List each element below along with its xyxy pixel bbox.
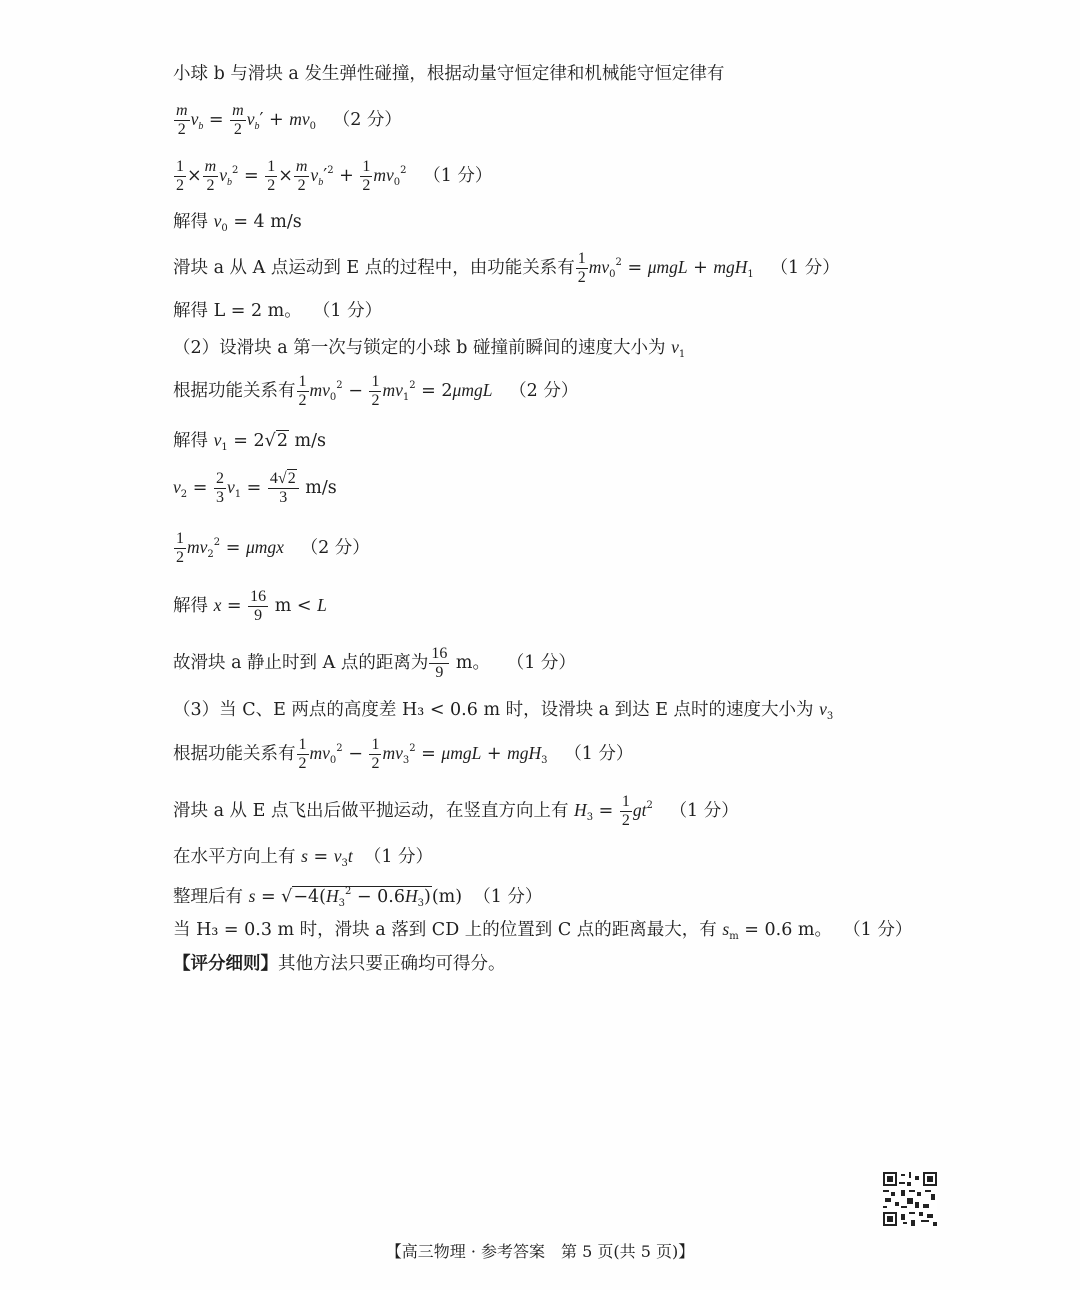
line-7: （2）设滑块 a 第一次与锁定的小球 b 碰撞前瞬间的速度大小为 $v_1$ [173, 337, 686, 360]
eq-energy: $\frac{1}{2}$ × $\frac{m}{2}$ $v_b^2$ = $\frac{1}{2}$ × $\frac{m}{2}$ $v_b'^2$ + $\frac{1}{2}$ $mv_0^2$ （1 分） [176, 158, 493, 194]
frac-1-2c: $\frac{1}{2}$ [362, 158, 371, 194]
line-4: 解得 $v_0 = 4$ m/s [173, 211, 302, 234]
score-16: （1 分） [669, 800, 739, 821]
line-19: 当 H₃ = 0.3 m 时，滑块 a 落到 CD 上的位置到 C 点的距离最大，有 $s_m = 0.6$ m。 （1 分） [173, 919, 913, 942]
scoring-note [173, 956, 506, 974]
line-16-text: 滑块 a 从 E 点飞出后做平抛运动，在竖直方向上有 [173, 800, 569, 821]
line-19-val: = 0.6 m。 [744, 920, 832, 940]
line-9: 解得 $v_1 = 2√2$ m/s [173, 430, 327, 453]
line-12-text: 解得 [173, 595, 208, 616]
line-14-text: （3）当 C、E 两点的高度差 H₃ < 0.6 m 时，设滑块 a 到达 E 点时的速度大小为 [173, 700, 814, 720]
score-18: （1 分） [473, 887, 543, 907]
frac-1-2h: $\frac{1}{2}$ [298, 736, 307, 772]
frac-m-2: $\frac{m}{2}$ [176, 102, 188, 138]
frac-1-2d: $\frac{1}{2}$ [577, 250, 586, 286]
line-7-text: （2）设滑块 a 第一次与锁定的小球 b 碰撞前瞬间的速度大小为 [173, 338, 666, 358]
line-4-val: = 4 m/s [233, 212, 302, 232]
score-13: （1 分） [506, 652, 576, 673]
frac-1-2i: $\frac{1}{2}$ [371, 736, 380, 772]
eq-momentum: $\frac{m}{2}$ $v_b$ = $\frac{m}{2}$ $v_b' + mv_0$ （2 分） [176, 102, 402, 138]
line-1 [173, 66, 724, 84]
scoring-note-text: 其他方法只要正确均可得分。 [278, 954, 506, 974]
line-11: $\frac{1}{2}$ $mv_2^2 = \mu mgx$ （2 分） [176, 530, 370, 566]
line-1-text: 小球 b 与滑块 a 发生弹性碰撞，根据动量守恒定律和机械能守恒定律有 [173, 64, 725, 84]
line-16: 滑块 a 从 E 点飞出后做平抛运动，在竖直方向上有 $H_3$ = $\frac{1}{2}$ $gt^2$ （1 分） [173, 793, 739, 829]
frac-m-2b: $\frac{m}{2}$ [232, 102, 244, 138]
line-18-text: 整理后有 [173, 887, 243, 907]
frac-1-2j: $\frac{1}{2}$ [621, 793, 630, 829]
frac-1-2e: $\frac{1}{2}$ [298, 373, 307, 409]
qr-code-icon [883, 1172, 937, 1226]
score-6: （1 分） [312, 301, 383, 321]
line-13-text: 故滑块 a 静止时到 A 点的距离为 [173, 652, 429, 673]
frac-16-9: $\frac{16}{9}$ [250, 588, 267, 624]
line-14: （3）当 C、E 两点的高度差 H₃ < 0.6 m 时，设滑块 a 到达 E 点时的速度大小为 $v_3$ [173, 699, 834, 722]
frac-1-2f: $\frac{1}{2}$ [371, 373, 380, 409]
frac-1-2g: $\frac{1}{2}$ [176, 530, 184, 566]
frac-1-2b: $\frac{1}{2}$ [267, 158, 276, 194]
line-13 [173, 645, 576, 682]
line-8-text: 根据功能关系有 [173, 380, 296, 401]
line-18: 整理后有 $s = √-4(H_3^2 - 0.6H_3)(m)$ （1 分） [173, 886, 543, 909]
score-5: （1 分） [770, 257, 840, 278]
frac-2-3: $\frac{2}{3}$ [215, 470, 224, 506]
score-11: （2 分） [300, 537, 370, 558]
frac-1-2: $\frac{1}{2}$ [176, 158, 184, 194]
line-4-text: 解得 [173, 212, 208, 232]
score-17: （1 分） [363, 847, 434, 867]
line-5-text: 滑块 a 从 A 点运动到 E 点的过程中，由功能关系有 [173, 257, 575, 278]
score-3: （1 分） [423, 165, 493, 186]
footer-page-info: 【高三物理 · 参考答案 第 5 页(共 5 页)】 [385, 1242, 695, 1261]
line-17-text: 在水平方向上有 [173, 847, 296, 867]
line-19-text: 当 H₃ = 0.3 m 时，滑块 a 落到 CD 上的位置到 C 点的距离最大，有 [173, 920, 717, 940]
line-5: 滑块 a 从 A 点运动到 E 点的过程中，由功能关系有 $\frac{1}{2}$ $mv_0^2 = \mu mgL + mgH_1$ （1 分） [173, 250, 840, 286]
score-2: （2 分） [332, 109, 402, 130]
frac-16-9b: $\frac{16}{9}$ [431, 645, 448, 681]
line-12: 解得 x = $\frac{16}{9}$ m < L [173, 588, 327, 624]
line-8: 根据功能关系有 $\frac{1}{2}$ $mv_0^2$ − $\frac{1}{2}$ $mv_1^2 = 2\mu mgL$ （2 分） [173, 373, 579, 409]
score-8: （2 分） [509, 380, 579, 401]
line-6 [173, 303, 382, 321]
line-9-text: 解得 [173, 431, 208, 451]
frac-4sqrt2-3: $\frac{4√2}{3}$ [268, 470, 299, 507]
frac-m-2d: $\frac{m}{2}$ [295, 158, 308, 194]
score-15: （1 分） [564, 743, 634, 764]
line-17: 在水平方向上有 $s = v_3t$ （1 分） [173, 846, 434, 869]
line-10: $v_2$ = $\frac{2}{3}$ $v_1$ = $\frac{4√2}{3}$ m/s [173, 470, 337, 506]
line-15-text: 根据功能关系有 [173, 743, 296, 764]
scoring-note-title: 【评分细则】 [173, 954, 278, 974]
frac-m-2c: $\frac{m}{2}$ [204, 158, 217, 194]
line-13-unit: m。 [455, 652, 491, 673]
line-6-text: 解得 L = 2 m。 [173, 301, 302, 321]
line-15: 根据功能关系有 $\frac{1}{2}$ $mv_0^2$ − $\frac{1}{2}$ $mv_3^2 = \mu mgL + mgH_3$ （1 分） [173, 736, 634, 772]
score-19: （1 分） [843, 920, 913, 940]
sqrt-2: √2 [264, 431, 288, 451]
